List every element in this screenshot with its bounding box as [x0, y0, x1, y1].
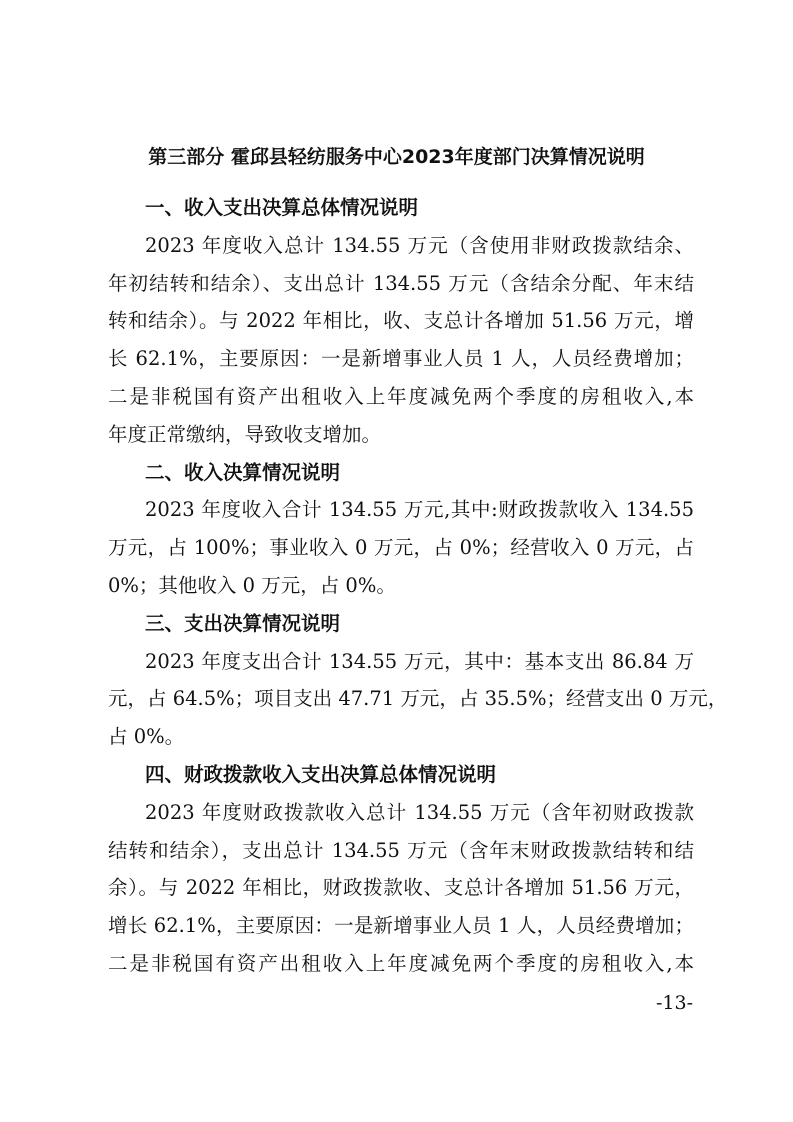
paragraph-line: 二是非税国有资产出租收入上年度减免两个季度的房租收入,本: [108, 384, 694, 408]
page-title: 第三部分 霍邱县轻纺服务中心2023年度部门决算情况说明: [148, 146, 645, 168]
section-heading: 一、收入支出决算总体情况说明: [145, 196, 419, 219]
paragraph-line: 转和结余）。与 2022 年相比，收、支总计各增加 51.56 万元，增: [108, 309, 694, 333]
section-heading: 三、支出决算情况说明: [145, 611, 341, 635]
paragraph-line: 2023 年度收入合计 134.55 万元,其中:财政拨款收入 134.55: [145, 498, 694, 522]
paragraph-line: 2023 年度支出合计 134.55 万元，其中：基本支出 86.84 万: [145, 649, 694, 673]
document-body: [108, 189, 728, 983]
section-4: [108, 756, 694, 983]
paragraph-line: 增长 62.1%，主要原因：一是新增事业人员 1 人，人员经费增加；: [108, 914, 694, 938]
paragraph-line: 2023 年度财政拨款收入总计 134.55 万元（含年初财政拨款: [145, 800, 694, 824]
paragraph-line: 年初结转和结余）、支出总计 134.55 万元（含结余分配、年末结: [108, 271, 694, 295]
paragraph-line: 结转和结余），支出总计 134.55 万元（含年末财政拨款结转和结: [108, 838, 694, 862]
section-1: [108, 189, 694, 454]
section-heading: 二、收入决算情况说明: [145, 460, 341, 484]
section-heading: 四、财政拨款收入支出决算总体情况说明: [145, 762, 497, 786]
section-3: [108, 605, 728, 756]
paragraph-line: 0%；其他收入 0 万元，占 0%。: [108, 573, 396, 597]
section-2: [108, 454, 694, 605]
paragraph-line: 元，占 64.5%；项目支出 47.71 万元，占 35.5%；经营支出 0 万元，: [108, 687, 728, 711]
paragraph-line: 万元，占 100%；事业收入 0 万元，占 0%；经营收入 0 万元，占: [108, 536, 694, 560]
paragraph-line: 占 0%。: [108, 725, 185, 749]
paragraph-line: 长 62.1%，主要原因：一是新增事业人员 1 人，人员经费增加；: [108, 347, 694, 371]
paragraph-line: 二是非税国有资产出租收入上年度减免两个季度的房租收入,本: [108, 951, 694, 975]
paragraph-line: 余）。与 2022 年相比，财政拨款收、支总计各增加 51.56 万元，: [108, 876, 694, 900]
page-number: -13-: [655, 992, 693, 1014]
paragraph-line: 年度正常缴纳，导致收支增加。: [108, 422, 382, 446]
paragraph-line: 2023 年度收入总计 134.55 万元（含使用非财政拨款结余、: [145, 233, 694, 257]
